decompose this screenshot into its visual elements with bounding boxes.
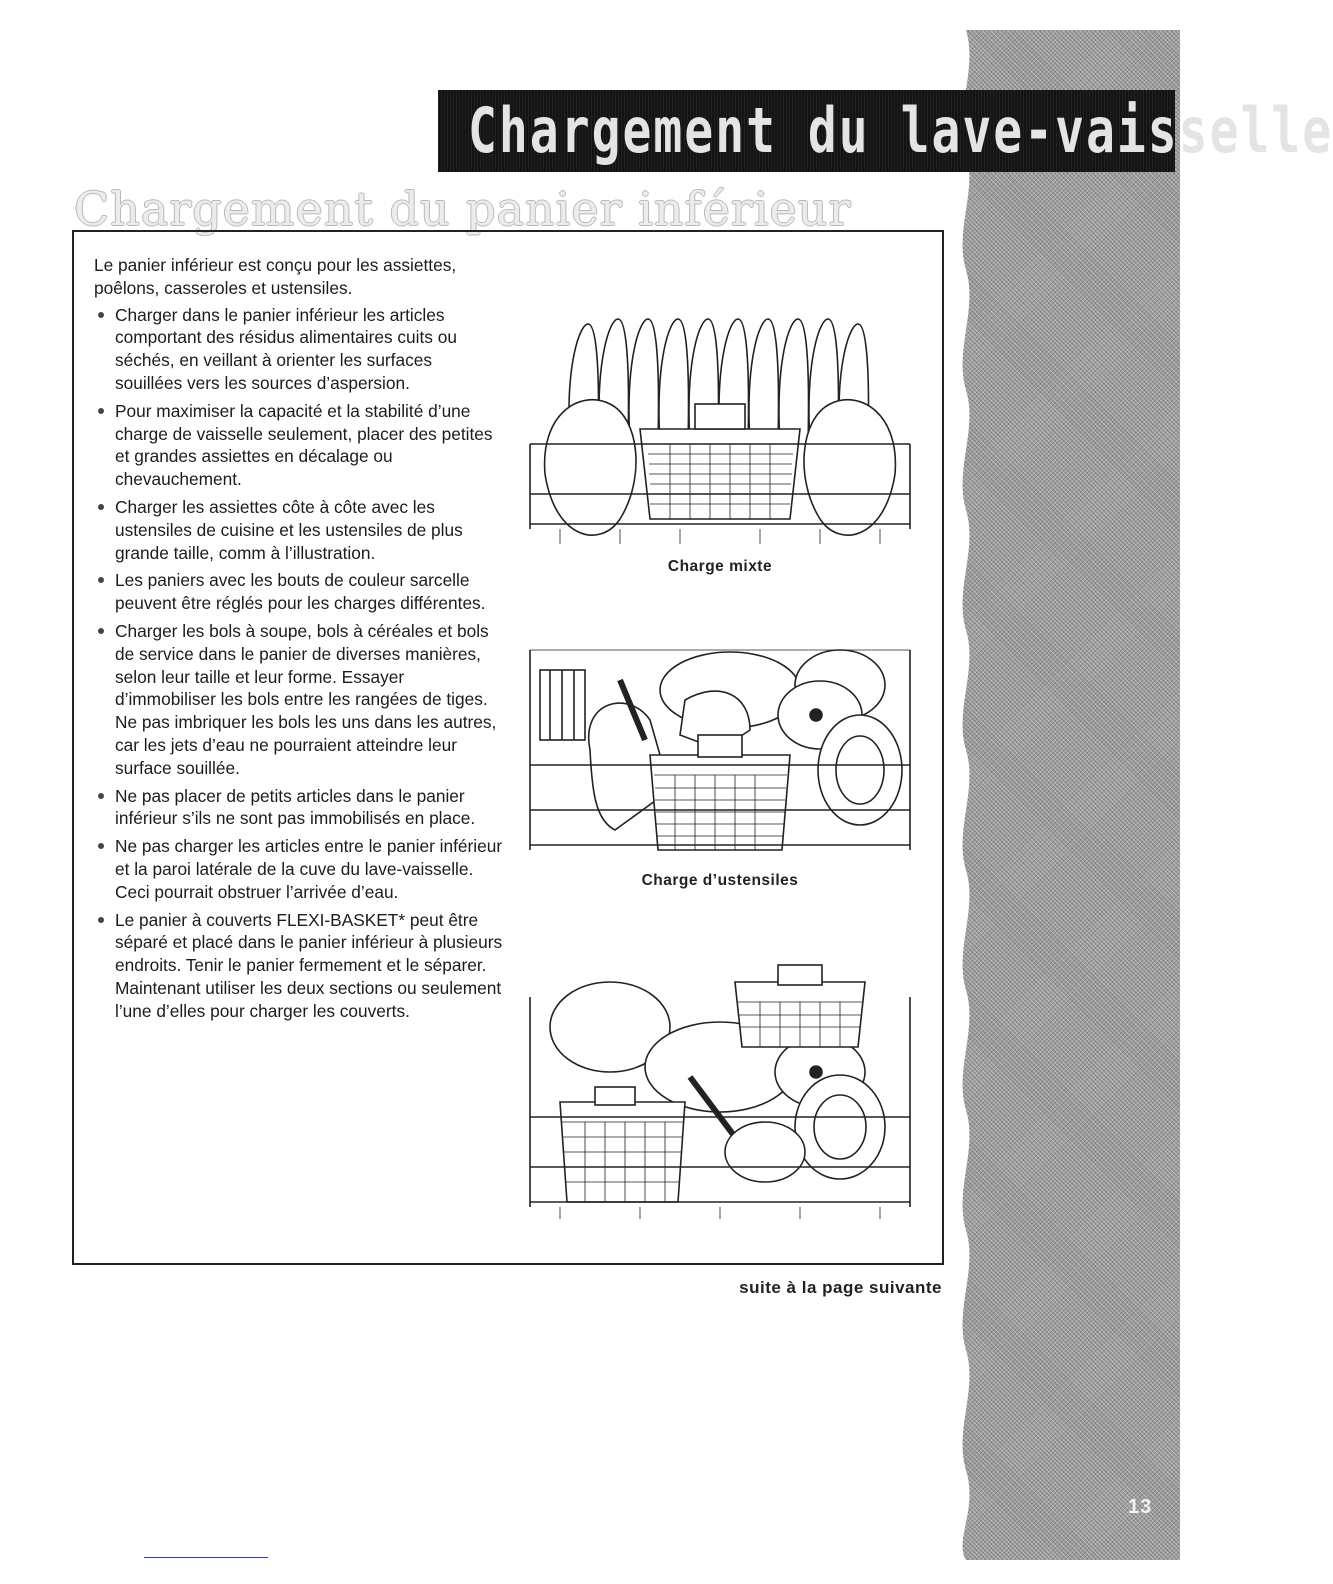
- footnote-rule: [144, 1557, 268, 1558]
- bullet-item: Ne pas charger les articles entre le panier inférieur et la paroi latérale de la cuve du lave-vaisselle. Ceci pourrait obstruer l’arrivée d’eau.: [94, 835, 504, 903]
- utensil-load-illustration: [520, 640, 920, 868]
- chapter-title: Chargement du lave-vaisselle: [468, 94, 1333, 168]
- figure-utensil-load: [520, 640, 920, 890]
- bullet-item: Charger les assiettes côte à côte avec les ustensiles de cuisine et les ustensiles de plus grande taille, comm à l’illustration.: [94, 496, 504, 564]
- mixed-load-illustration: [520, 304, 920, 554]
- bullet-icon: [98, 793, 104, 799]
- figure-caption: Charge mixte: [667, 558, 773, 575]
- section-title: Chargement du panier inférieur: [74, 182, 852, 236]
- bullet-item: Charger les bols à soupe, bols à céréales et bols de service dans le panier de diverses manières, selon leur taille et leur forme. Essayer d’immobiliser les bols entre les rangées de tiges. Ne pas imbriquer les bols les uns dans les autres, car les jets d’eau ne pourraient atteindre leur surface souillée.: [94, 620, 504, 780]
- instructions-column: [94, 254, 504, 1028]
- bullet-item: Pour maximiser la capacité et la stabilité d’une charge de vaisselle seulement, placer des petites et grandes assiettes en décalage ou chevauchement.: [94, 400, 504, 491]
- figure-caption: Charge d’ustensiles: [641, 872, 799, 889]
- bullet-icon: [98, 504, 104, 510]
- bullet-icon: [98, 408, 104, 414]
- figure-split-basket-load: [520, 957, 920, 1225]
- page-number: 13: [1128, 1496, 1153, 1518]
- split-basket-illustration: [520, 957, 920, 1225]
- content-box: [72, 230, 944, 1265]
- bullet-item: Les paniers avec les bouts de couleur sarcelle peuvent être réglés pour les charges différentes.: [94, 569, 504, 615]
- bullet-icon: [98, 917, 104, 923]
- bullet-icon: [98, 843, 104, 849]
- bullet-list: [94, 304, 504, 1023]
- bullet-icon: [98, 577, 104, 583]
- intro-paragraph: Le panier inférieur est conçu pour les assiettes, poêlons, casseroles et ustensiles.: [94, 255, 457, 298]
- figure-mixed-load: [520, 304, 920, 576]
- wavy-edge: [952, 30, 992, 1560]
- continued-note: suite à la page suivante: [739, 1278, 942, 1297]
- bullet-item: Ne pas placer de petits articles dans le panier inférieur s’ils ne sont pas immobilisés en place.: [94, 785, 504, 831]
- bullet-item: Le panier à couverts FLEXI-BASKET* peut être séparé et placé dans le panier inférieur à plusieurs endroits. Tenir le panier fermement et le séparer. Maintenant utiliser les deux sections ou seulement l’une d’elles pour charger les couverts.: [94, 909, 504, 1023]
- bullet-icon: [98, 312, 104, 318]
- bullet-icon: [98, 628, 104, 634]
- chapter-header-bar: [438, 90, 1333, 172]
- bullet-item: Charger dans le panier inférieur les articles comportant des résidus alimentaires cuits ou séchés, en veillant à orienter les surfaces souillées vers les sources d’aspersion.: [94, 304, 504, 395]
- decorative-sidebar: [958, 30, 1180, 1560]
